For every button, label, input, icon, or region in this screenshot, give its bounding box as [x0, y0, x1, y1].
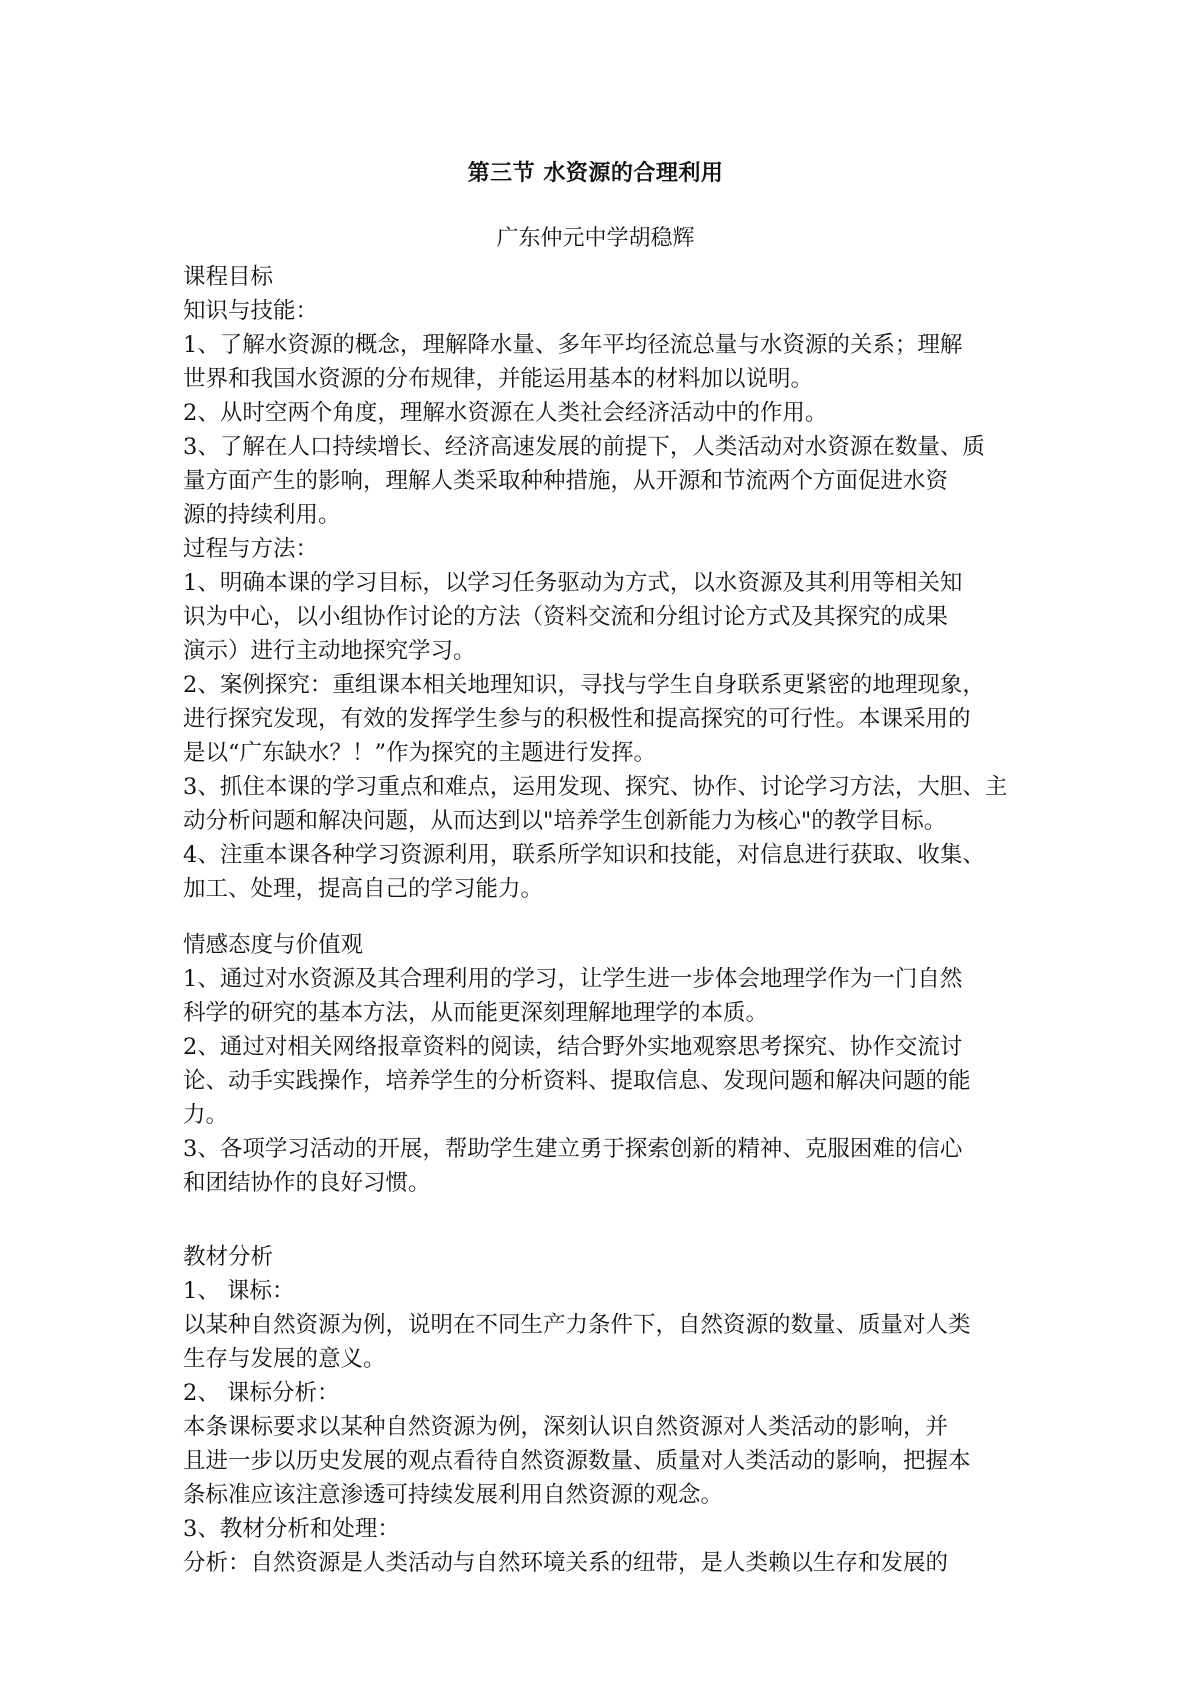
text-line: 世界和我国水资源的分布规律，并能运用基本的材料加以说明。 — [183, 366, 814, 392]
text-line: 2、通过对相关网络报章资料的阅读，结合野外实地观察思考探究、协作交流讨 — [183, 1034, 963, 1060]
text-line: 2、案例探究：重组课本相关地理知识，寻找与学生自身联系更紧密的地理现象， — [183, 672, 985, 698]
text-line: 3、各项学习活动的开展，帮助学生建立勇于探索创新的精神、克服困难的信心 — [183, 1136, 963, 1162]
page-title: 第三节 水资源的合理利用 — [467, 160, 724, 186]
text-line: 动分析问题和解决问题，从而达到以"培养学生创新能力为核心"的教学目标。 — [183, 808, 947, 834]
text-line: 源的持续利用。 — [183, 502, 341, 528]
text-line: 分析：自然资源是人类活动与自然环境关系的纽带，是人类赖以生存和发展的 — [183, 1550, 949, 1576]
author-line: 广东仲元中学胡稳辉 — [496, 226, 695, 251]
text-line: 科学的研究的基本方法，从而能更深刻理解地理学的本质。 — [183, 1000, 769, 1026]
text-line: 以某种自然资源为例，说明在不同生产力条件下，自然资源的数量、质量对人类 — [183, 1312, 971, 1338]
subheading-curriculum-standard: 1、 课标： — [183, 1278, 295, 1304]
text-line: 力。 — [183, 1102, 229, 1128]
text-line: 论、动手实践操作，培养学生的分析资料、提取信息、发现问题和解决问题的能 — [183, 1068, 971, 1094]
text-line: 条标准应该注意渗透可持续发展利用自然资源的观念。 — [183, 1482, 724, 1508]
text-line: 3、了解在人口持续增长、经济高速发展的前提下，人类活动对水资源在数量、质 — [183, 434, 985, 460]
subheading-process-methods: 过程与方法： — [183, 536, 319, 562]
text-line: 2、从时空两个角度，理解水资源在人类社会经济活动中的作用。 — [183, 400, 828, 426]
text-line: 3、抓住本课的学习重点和难点，运用发现、探究、协作、讨论学习方法，大胆、主 — [183, 774, 1008, 800]
text-line: 进行探究发现，有效的发挥学生参与的积极性和提高探究的可行性。本课采用的 — [183, 706, 971, 732]
text-line: 量方面产生的影响，理解人类采取种种措施，从开源和节流两个方面促进水资 — [183, 468, 949, 494]
text-line: 演示）进行主动地探究学习。 — [183, 638, 476, 664]
text-line: 和团结协作的良好习惯。 — [183, 1170, 431, 1196]
text-line: 1、明确本课的学习目标，以学习任务驱动为方式，以水资源及其利用等相关知 — [183, 570, 963, 596]
text-line: 生存与发展的意义。 — [183, 1346, 386, 1372]
text-line: 1、了解水资源的概念，理解降水量、多年平均径流总量与水资源的关系；理解 — [183, 332, 963, 358]
section-heading-textbook-analysis: 教材分析 — [183, 1244, 274, 1270]
text-line: 识为中心，以小组协作讨论的方法（资料交流和分组讨论方式及其探究的成果 — [183, 604, 949, 630]
subheading-standard-analysis: 2、 课标分析： — [183, 1380, 340, 1406]
text-line: 加工、处理，提高自己的学习能力。 — [183, 876, 544, 902]
section-heading-course-goals: 课程目标 — [183, 264, 274, 290]
text-line: 本条课标要求以某种自然资源为例，深刻认识自然资源对人类活动的影响，并 — [183, 1414, 949, 1440]
text-line: 且进一步以历史发展的观点看待自然资源数量、质量对人类活动的影响，把握本 — [183, 1448, 971, 1474]
subheading-textbook-processing: 3、教材分析和处理： — [183, 1516, 400, 1542]
subheading-attitudes-values: 情感态度与价值观 — [183, 932, 364, 958]
text-line: 是以“广东缺水？！”作为探究的主题进行发挥。 — [183, 740, 657, 766]
subheading-knowledge-skills: 知识与技能： — [183, 298, 319, 324]
text-line: 1、通过对水资源及其合理利用的学习，让学生进一步体会地理学作为一门自然 — [183, 966, 963, 992]
text-line: 4、注重本课各种学习资源利用，联系所学知识和技能，对信息进行获取、收集、 — [183, 842, 985, 868]
